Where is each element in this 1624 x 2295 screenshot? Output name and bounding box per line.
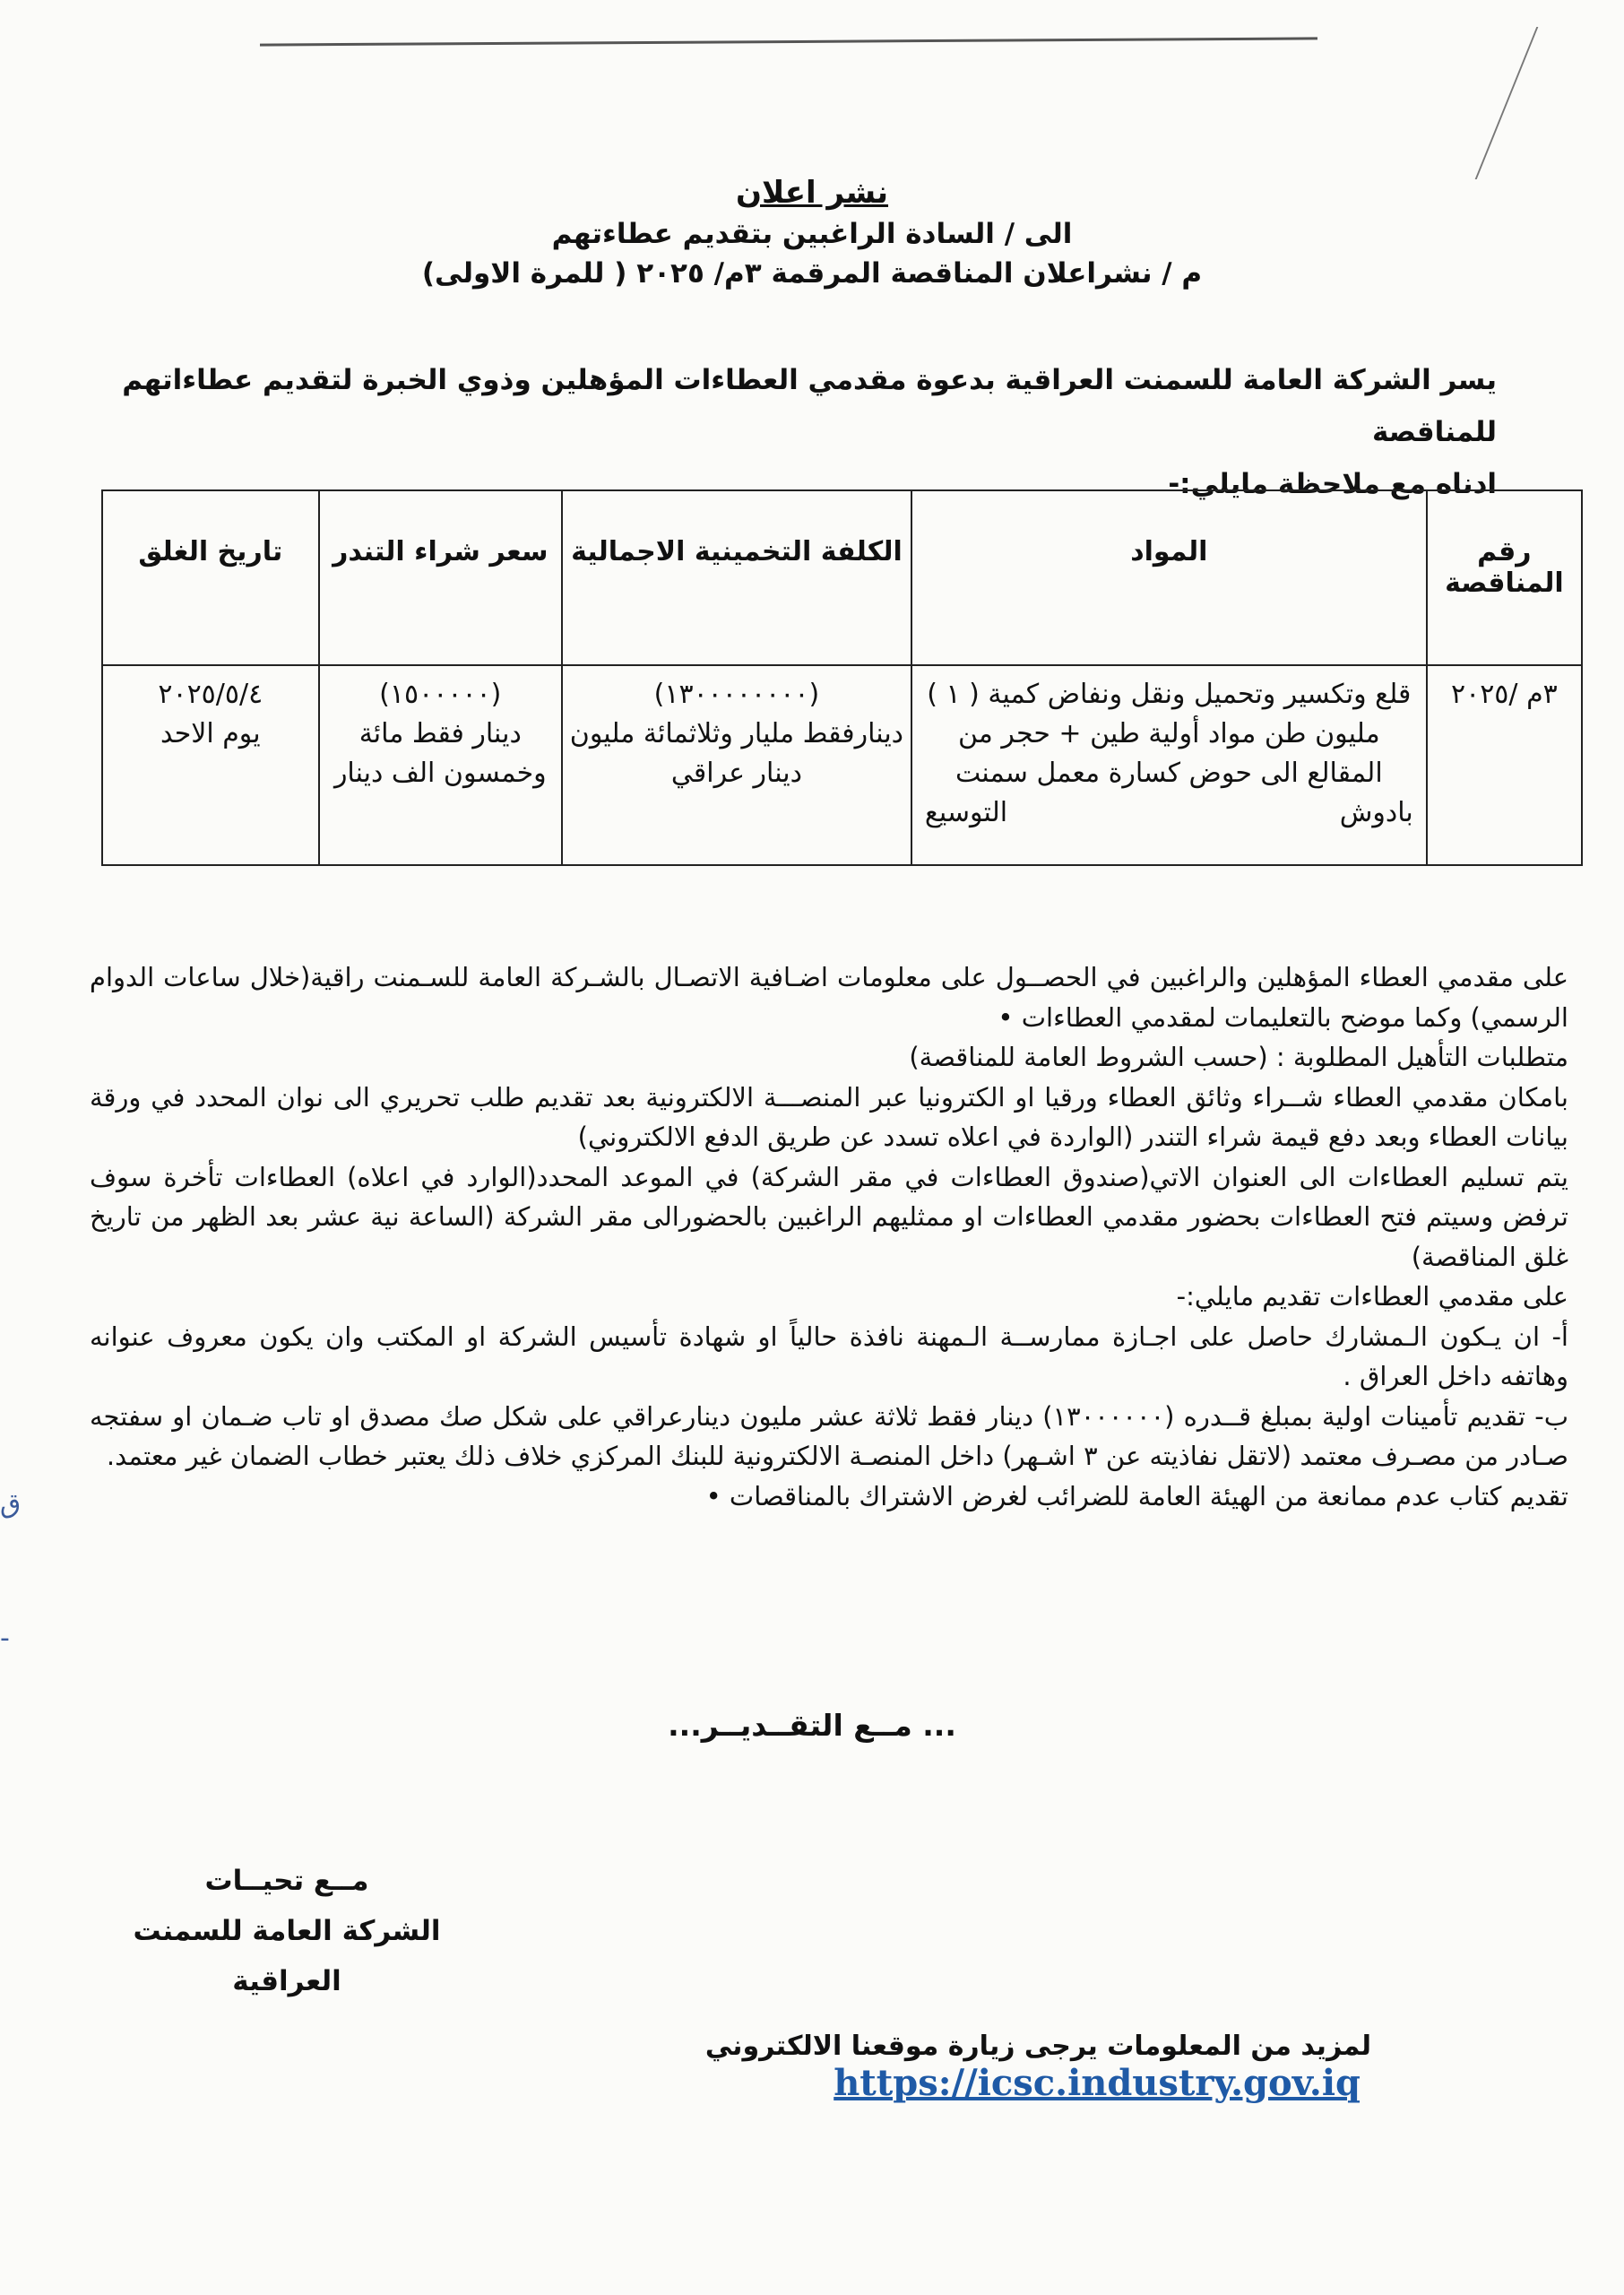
price-words: دينار فقط مائة وخمسون الف دينار	[333, 718, 547, 789]
cell-closing-date	[102, 665, 319, 865]
website-link[interactable]: https://icsc.industry.gov.iq	[834, 2062, 1361, 2104]
intro-line-1: يسر الشركة العامة للسمنت العراقية بدعوة مقدمي العطاءات المؤهلين وذوي الخبرة لتقديم عطاءاتهم للمناقصة	[122, 364, 1497, 448]
margin-mark-2: -	[0, 1623, 10, 1654]
closing-date: ٢٠٢٥/٥/٤	[158, 679, 263, 710]
paragraph-submission: يتم تسليم العطاءات الى العنوان الاتي(صندوق العطاءات في مقر الشركة) في الموعد المحدد(الوارد في اعلاه) العطاءات تأخرة سوف ترفض وسيتم فتح العطاءات بحضور مقدمي العطاءات او ممثليهم الراغبين بالحضورالى مقر الشركة (الساعة نية عشر بعد الظهر من تاريخ غلق المناقصة)	[90, 1161, 1568, 1272]
tender-table	[101, 489, 1583, 866]
header-estimated-cost: الكلفة التخمينية الاجمالية	[562, 490, 911, 665]
cost-amount: (١٣٠٠٠٠٠٠٠٠)	[653, 679, 820, 710]
scan-corner-fold	[1475, 27, 1624, 179]
closing-day: يوم الاحد	[160, 718, 261, 749]
intro-paragraph	[99, 354, 1497, 510]
cell-estimated-cost	[562, 665, 911, 865]
subject-line: م / نشراعلان المناقصة المرقمة ٣م/ ٢٠٢٥ ( للمرة الاولى)	[421, 257, 1203, 290]
cost-words: دينارفقط مليار وثلاثمائة مليون دينار عراقي	[569, 718, 904, 789]
requirement-tax-letter: تقديم كتاب عدم ممانعة من الهيئة العامة للضرائب لغرض الاشتراك بالمناقصات •	[705, 1480, 1568, 1511]
footer-website	[296, 2031, 1371, 2104]
table-header-row	[102, 490, 1582, 665]
header-closing-date: تاريخ الغلق	[102, 490, 319, 665]
paragraph-purchase-docs: بامكان مقدمي العطاء شــراء وثائق العطاء ورقيا او الكترونيا عبر المنصـــة الالكترونية بعد تقديم طلب تحريري الى نوان المحدد في ورقة بيانات العطاء وبعد دفع قيمة شراء التندر (الواردة في اعلاه تسدد عن طريق الدفع الالكتروني)	[90, 1081, 1568, 1152]
announcement-title: نشر اعلان	[735, 175, 889, 211]
instructions-body	[90, 957, 1568, 1516]
intro-line-2: ادناه مع ملاحظة مايلي:-	[1168, 468, 1497, 500]
requirement-guarantee: ب- تقديم تأمينات اولية بمبلغ قــدره (١٣٠٠٠٠٠٠) دينار فقط ثلاثة عشر مليون دينارعراقي على شكل صك مصدق او تاب ضـمان او سفتجه صـادر من مصـرف معتمد (لاتقل نفاذيته عن ٣ اشـهر) داخل المنصـة الالكترونية للبنك المركزي خلاف ذلك يعتبر خطاب الضمان غير معتمد.	[90, 1400, 1568, 1471]
greeting: مــع تحيــات	[204, 1865, 369, 1897]
cell-materials: قلع وتكسير وتحميل ونقل ونفاض كمية ( ١ ) مليون طن مواد أولية طين + حجر من المقالع الى حوض كسارة معمل سمنت بادوش التوسيع	[911, 665, 1427, 865]
table-row	[102, 665, 1582, 865]
footer-text: لمزيد من المعلومات يرجى زيارة موقعنا الالكتروني	[704, 2031, 1371, 2062]
paragraph-contact: على مقدمي العطاء المؤهلين والراغبين في الحصــول على معلومات اضـافية الاتصـال بالشـركة العامة للسـمنت راقية(خلال ساعات الدوام الرسمي) وكما موضح بالتعليمات لمقدمي العطاءات •	[90, 962, 1568, 1033]
requirement-license: أ- ان يـكون الـمشارك حاصل على اجـازة ممارســة الـمهنة نافذة حالياً او شهادة تأسيس الشركة او المكتب وان يكون معروف عنوانه وهاتفه داخل العراق .	[90, 1321, 1568, 1391]
signature-block	[90, 1856, 484, 2006]
paragraph-requirements: على مقدمي العطاءات تقديم مايلي:-	[1176, 1281, 1568, 1312]
paragraph-qualification: متطلبات التأهيل المطلوبة : (حسب الشروط العامة للمناقصة)	[909, 1042, 1568, 1072]
scan-edge-line	[260, 37, 1317, 46]
regards-line: ... مــع التقــديــر...	[668, 1708, 956, 1743]
recipients-line: الى / السادة الراغبين بتقديم عطاءتهم	[551, 218, 1073, 250]
header-materials: المواد	[911, 490, 1427, 665]
header-tender-number: رقم المناقصة	[1427, 490, 1582, 665]
price-amount: (١٥٠٠٠٠٠)	[379, 679, 502, 710]
company-name: الشركة العامة للسمنت العراقية	[133, 1915, 441, 1997]
margin-mark-1: ق	[0, 1488, 22, 1520]
header-tender-price: سعر شراء التندر	[319, 490, 562, 665]
cell-tender-number: ٣م /٢٠٢٥	[1427, 665, 1582, 865]
announcement-header	[0, 175, 1624, 297]
cell-tender-price	[319, 665, 562, 865]
